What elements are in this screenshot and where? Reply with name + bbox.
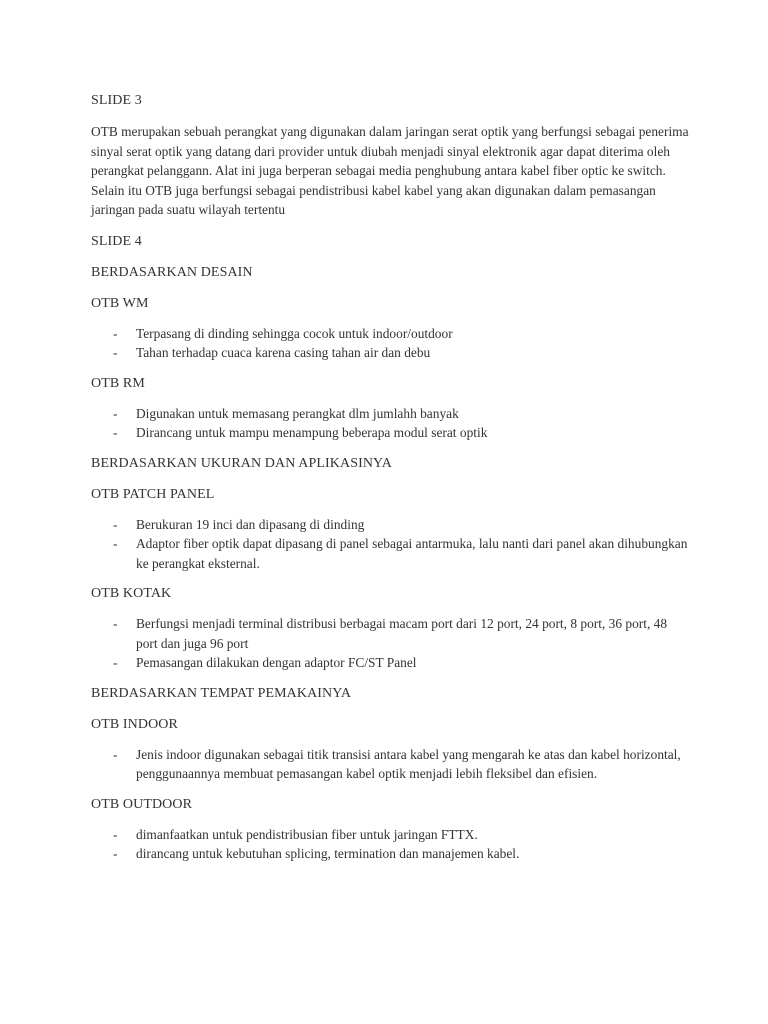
bullet-item bbox=[91, 614, 691, 653]
bullet-list bbox=[91, 825, 691, 864]
bullet-dash: - bbox=[113, 425, 118, 440]
bullet-text: Berukuran 19 inci dan dipasang di dinding bbox=[136, 516, 365, 532]
bullet-item bbox=[91, 745, 691, 784]
bullet-item bbox=[91, 844, 691, 864]
bullet-list bbox=[91, 614, 691, 673]
bullet-list bbox=[91, 324, 691, 363]
bullet-item bbox=[91, 404, 691, 424]
document-page bbox=[91, 91, 691, 875]
bullet-dash: - bbox=[113, 536, 118, 551]
bullet-text: Dirancang untuk mampu menampung beberapa modul serat optik bbox=[136, 425, 488, 440]
bullet-dash: - bbox=[113, 746, 118, 762]
intro-paragraph: OTB merupakan sebuah perangkat yang digunakan dalam jaringan serat optik yang berfungsi sebagai penerima sinyal serat optik yang datang dari provider untuk diubah menjadi sinyal elektronik agar dapat diterima oleh perangkat pelanggann. Alat ini juga berperan sebagai media penghubung antara kabel fiber optic ke switch. Selain itu OTB juga berfungsi sebagai pendistribusi kabel kabel yang akan digunakan dalam pemasangan jaringan pada suatu wilayah tertentu bbox=[91, 124, 689, 217]
bullet-item bbox=[91, 534, 691, 573]
bullet-item bbox=[91, 423, 691, 443]
slide-3-label: SLIDE 3 bbox=[91, 93, 142, 108]
bullet-item bbox=[91, 653, 691, 673]
item-title: OTB PATCH PANEL bbox=[91, 486, 215, 502]
bullet-dash: - bbox=[113, 325, 118, 341]
bullet-dash: - bbox=[113, 345, 118, 360]
item-title: OTB INDOOR bbox=[91, 716, 178, 732]
slide-4-label: SLIDE 4 bbox=[91, 233, 142, 249]
bullet-item bbox=[91, 343, 691, 363]
bullet-dash: - bbox=[113, 655, 118, 670]
bullet-text: Digunakan untuk memasang perangkat dlm jumlahh banyak bbox=[136, 405, 459, 421]
bullet-item bbox=[91, 324, 691, 344]
bullet-list bbox=[91, 745, 691, 784]
section-title: BERDASARKAN UKURAN DAN APLIKASINYA bbox=[91, 455, 392, 471]
bullet-item bbox=[91, 825, 691, 845]
bullet-text: dirancang untuk kebutuhan splicing, termination dan manajemen kabel. bbox=[136, 846, 520, 861]
bullet-text: Tahan terhadap cuaca karena casing tahan air dan debu bbox=[136, 345, 431, 360]
bullet-text: Adaptor fiber optik dapat dipasang di panel sebagai antarmuka, lalu nanti dari panel akan dihubungkan ke perangkat eksternal. bbox=[136, 536, 688, 571]
bullet-text: dimanfaatkan untuk pendistribusian fiber untuk jaringan FTTX. bbox=[136, 826, 478, 842]
bullet-dash: - bbox=[113, 846, 118, 861]
item-title: OTB WM bbox=[91, 295, 149, 311]
bullet-dash: - bbox=[113, 616, 118, 631]
bullet-item bbox=[91, 515, 691, 535]
bullet-text: Pemasangan dilakukan dengan adaptor FC/ST Panel bbox=[136, 655, 417, 670]
bullet-text: Terpasang di dinding sehingga cocok untuk indoor/outdoor bbox=[136, 325, 453, 341]
bullet-list bbox=[91, 404, 691, 443]
bullet-dash: - bbox=[113, 405, 118, 421]
item-title: OTB RM bbox=[91, 375, 145, 391]
bullet-dash: - bbox=[113, 826, 118, 842]
bullet-text: Berfungsi menjadi terminal distribusi berbagai macam port dari 12 port, 24 port, 8 port, 36 port, 48 port dan juga 96 port bbox=[136, 616, 668, 651]
bullet-list bbox=[91, 515, 691, 574]
item-title: OTB OUTDOOR bbox=[91, 796, 193, 812]
bullet-text: Jenis indoor digunakan sebagai titik transisi antara kabel yang mengarah ke atas dan kabel horizontal, penggunaannya membuat pemasangan kabel optik menjadi lebih fleksibel dan efisien. bbox=[136, 746, 681, 781]
section-title: BERDASARKAN TEMPAT PEMAKAINYA bbox=[91, 685, 352, 701]
bullet-dash: - bbox=[113, 516, 118, 532]
item-title: OTB KOTAK bbox=[91, 586, 172, 601]
section-title: BERDASARKAN DESAIN bbox=[91, 264, 253, 280]
